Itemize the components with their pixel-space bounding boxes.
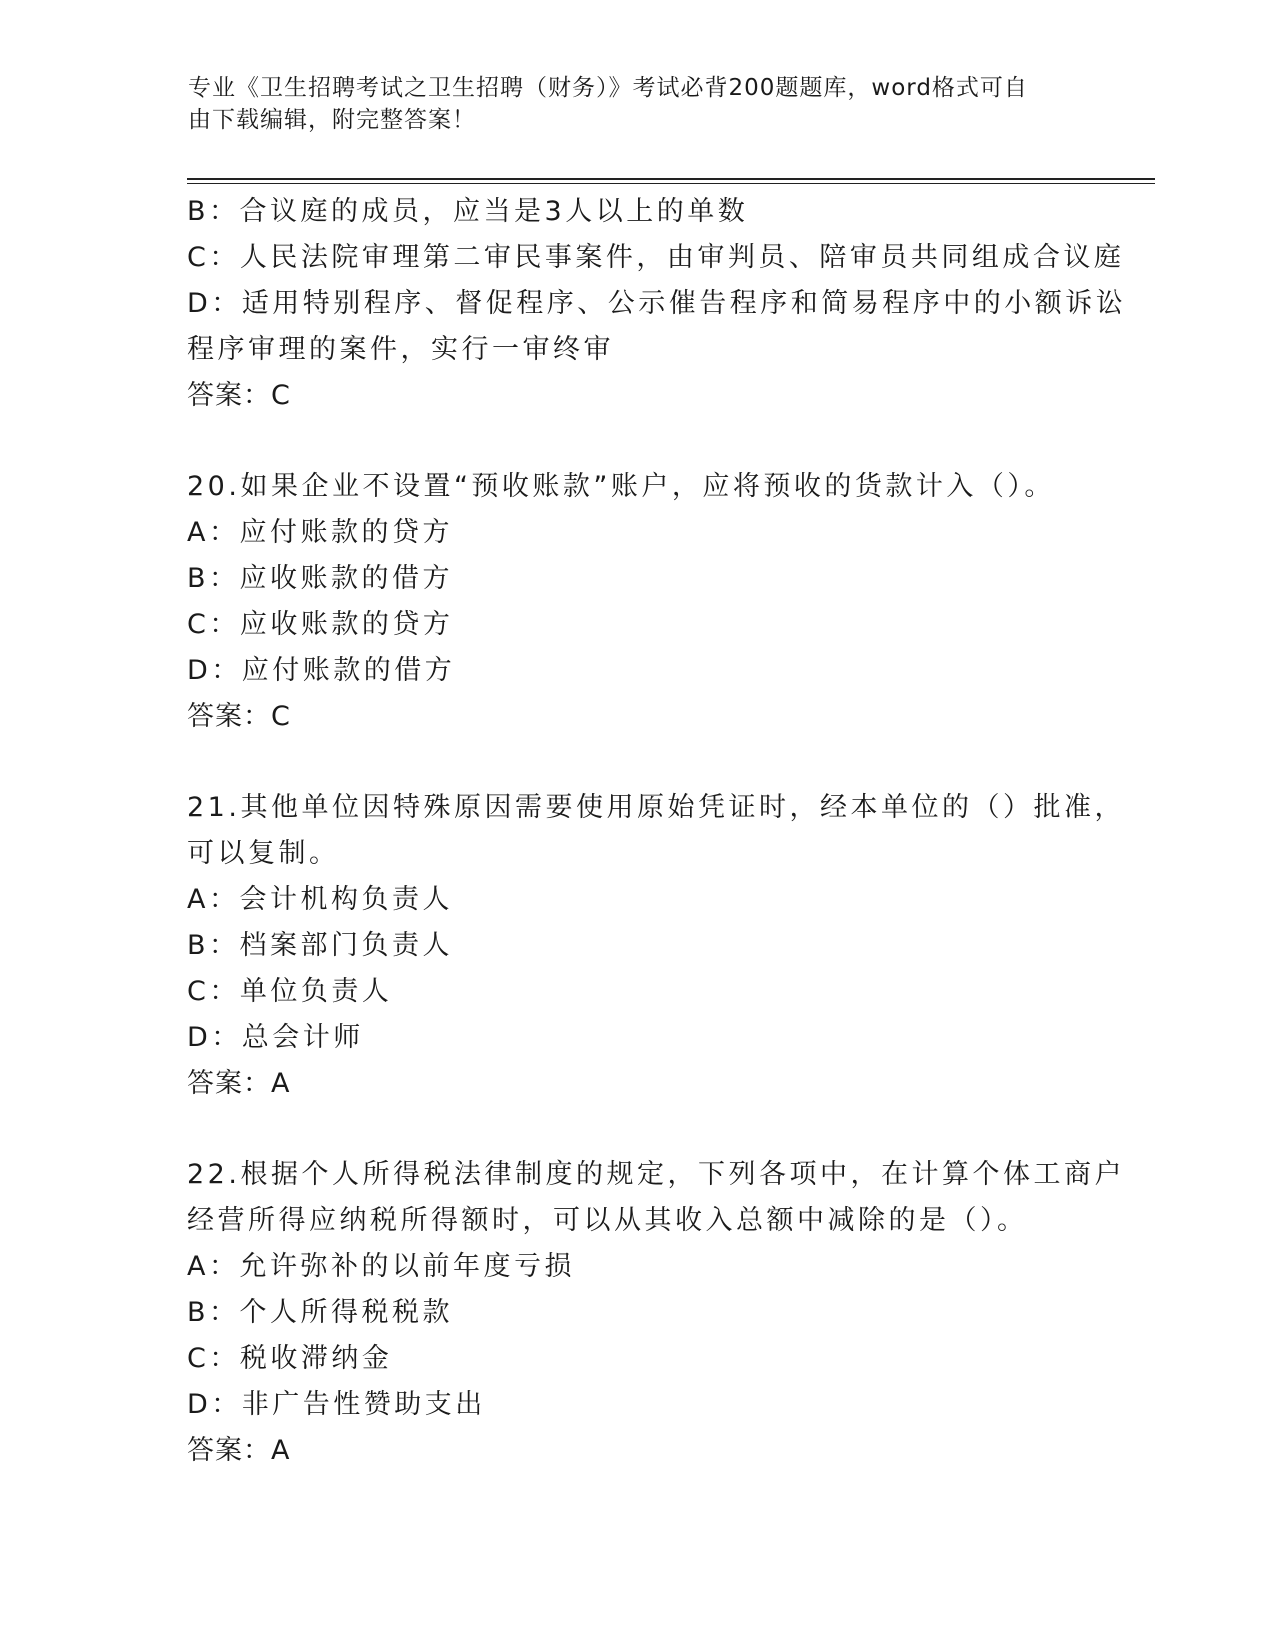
- option-b: B：应收账款的借方: [187, 563, 454, 594]
- option-b: B：个人所得税税款: [187, 1297, 454, 1328]
- answer-line: 答案：C: [187, 380, 291, 411]
- header-divider-thick: [187, 178, 1155, 180]
- question-block-20: [187, 464, 1087, 740]
- option-d: D：应付账款的借方: [187, 655, 456, 686]
- option-b: B：档案部门负责人: [187, 930, 454, 961]
- question-stem-continued: 经营所得应纳税所得额时，可以从其收入总额中减除的是（）。: [187, 1205, 1028, 1236]
- option-a: A：会计机构负责人: [187, 884, 453, 915]
- answer-line: 答案：A: [187, 1435, 291, 1466]
- option-c: C：应收账款的贷方: [187, 609, 454, 640]
- option-d: D：非广告性赞助支出: [187, 1389, 486, 1420]
- header-divider-thin: [187, 183, 1155, 184]
- option-b: B：合议庭的成员，应当是3人以上的单数: [187, 196, 749, 227]
- option-d: D：适用特别程序、督促程序、公示催告程序和简易程序中的小额诉讼: [187, 288, 1127, 319]
- header-line-2: 由下载编辑，附完整答案！: [188, 107, 476, 133]
- document-header: [188, 72, 1068, 136]
- option-a: A：应付账款的贷方: [187, 517, 453, 548]
- option-c: C：税收滞纳金: [187, 1343, 393, 1374]
- question-stem: 20.如果企业不设置“预收账款”账户，应将预收的货款计入（）。: [187, 471, 1055, 502]
- question-block-19: [187, 189, 1127, 419]
- answer-line: 答案：A: [187, 1068, 291, 1099]
- option-d: D：总会计师: [187, 1022, 364, 1053]
- question-stem: 21.其他单位因特殊原因需要使用原始凭证时，经本单位的（）批准，: [187, 792, 1125, 823]
- question-block-21: [187, 785, 1125, 1107]
- question-block-22: [187, 1152, 1125, 1474]
- header-line-1: 专业《卫生招聘考试之卫生招聘（财务）》考试必背200题题库，word格式可自: [188, 75, 1028, 101]
- question-stem-continued: 可以复制。: [187, 838, 340, 869]
- option-c: C：单位负责人: [187, 976, 393, 1007]
- option-d-continued: 程序审理的案件，实行一审终审: [187, 334, 614, 365]
- question-list: [187, 189, 1127, 1474]
- option-a: A：允许弥补的以前年度亏损: [187, 1251, 575, 1282]
- answer-line: 答案：C: [187, 701, 291, 732]
- option-c: C：人民法院审理第二审民事案件，由审判员、陪审员共同组成合议庭: [187, 242, 1125, 273]
- question-stem: 22.根据个人所得税法律制度的规定，下列各项中，在计算个体工商户: [187, 1159, 1125, 1190]
